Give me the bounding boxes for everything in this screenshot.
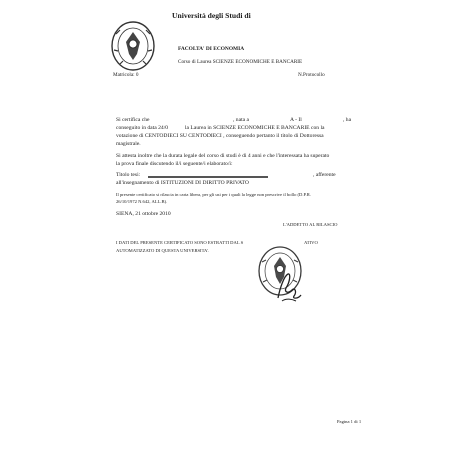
- issuing-officer-label: L'ADDETTO AL RILASCIO: [283, 222, 338, 227]
- page-number: Pagina 1 di 1: [337, 419, 362, 424]
- faculty-name: FACOLTA' DI ECONOMIA: [178, 46, 245, 52]
- stamp-duty-note-2: 26/10/1972 N.642, ALL.B).: [116, 199, 168, 204]
- thesis-subject: all'insegnamento di ISTITUZIONI DI DIRITTO PRIVATO: [116, 180, 249, 186]
- cert-line-6: la prova finale discutendo il/i seguente/i elaborato/i:: [116, 161, 233, 167]
- cert-line-1a: Si certifica che: [116, 117, 150, 123]
- cert-line-4: magistrale.: [116, 141, 141, 147]
- cert-line-1d: , ha: [343, 117, 352, 123]
- matricola-label: Matricola: 0: [113, 72, 139, 78]
- data-source-note-1a: I DATI DEL PRESENTE CERTIFICATO SONO ESTRATTI DAL S: [116, 240, 244, 245]
- cert-line-2b: la Laurea in SCIENZE ECONOMICHE E BANCARIE con la: [185, 125, 325, 131]
- thesis-end: , afferente: [313, 172, 336, 178]
- data-source-note-2: AUTOMATIZZATO DI QUESTA UNIVERSITA'.: [116, 248, 210, 253]
- place-date: SIENA, 21 ottobre 2010: [116, 211, 171, 217]
- university-seal-icon: [110, 20, 156, 72]
- protocol-label: N.Protocollo: [298, 72, 325, 78]
- data-source-note-1b: ATIVO: [304, 240, 318, 245]
- cert-line-2a: conseguito in data 24/0: [116, 125, 169, 131]
- course-name: Corso di Laurea SCIENZE ECONOMICHE E BANCARIE: [178, 59, 303, 65]
- signature-icon: [272, 268, 306, 304]
- thesis-label: Titolo tesi:: [116, 172, 141, 178]
- cert-line-3: votazione di CENTODIECI SU CENTODIECI , conseguendo pertanto il titolo di Dottoressa: [116, 133, 324, 139]
- cert-line-1c: A - Il: [290, 117, 302, 123]
- thesis-title-redacted: [148, 176, 268, 178]
- university-name: Università degli Studi di: [172, 11, 251, 20]
- stamp-duty-note-1: Il presente certificato si rilascia in carta libera, per gli usi per i quali la legge non prescrive il bollo (D.P.R.: [116, 192, 311, 197]
- cert-line-1b: , nata a: [233, 117, 249, 123]
- cert-line-5: Si attesta inoltre che la durata legale del corso di studi è di 4 anni e che l'interessata ha superato: [116, 153, 330, 159]
